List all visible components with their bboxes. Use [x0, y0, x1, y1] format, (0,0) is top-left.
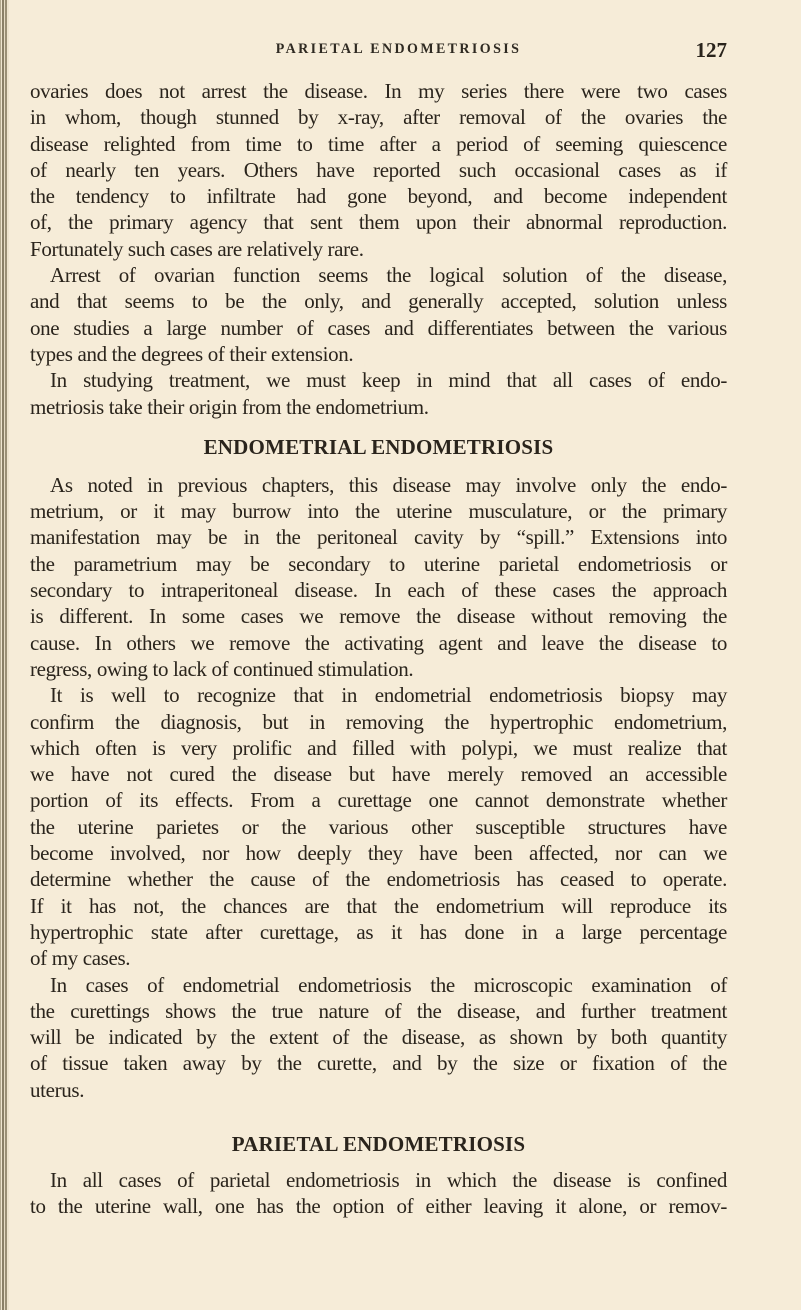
text-line: In cases of endometrial endometriosis the microscopic examination of — [50, 972, 727, 997]
text-line: secondary to intraperitoneal disease. In each of these cases the approach — [30, 578, 727, 603]
page-binding-edge — [0, 0, 9, 1310]
text-line: Arrest of ovarian function seems the logical solution of the disease, — [50, 263, 727, 288]
paragraph — [30, 472, 727, 682]
text-line: metrium, or it may burrow into the uterine musculature, or the primary — [30, 499, 727, 524]
text-line: types and the degrees of their extension. — [30, 341, 354, 366]
text-line: hypertrophic state after curettage, as it has done in a large percentage — [30, 919, 727, 944]
text-line: one studies a large number of cases and differentiates between the various — [30, 315, 727, 340]
text-line: uterus. — [30, 1077, 85, 1102]
section-heading-endometrial: ENDOMETRIAL ENDOMETRIOSIS — [203, 434, 554, 459]
text-line: the tendency to infiltrate had gone beyond, and become independent — [30, 184, 727, 209]
text-line: ovaries does not arrest the disease. In my series there were two cases — [30, 79, 727, 103]
running-head — [30, 38, 727, 68]
text-line: metriosis take their origin from the endometrium. — [30, 394, 429, 419]
text-line: Fortunately such cases are relatively rare. — [30, 236, 364, 261]
text-line: which often is very prolific and filled with polypi, we must realize that — [30, 735, 727, 760]
text-line: regress, owing to lack of continued stimulation. — [30, 656, 414, 681]
paragraph — [30, 972, 727, 1103]
text-line: As noted in previous chapters, this disease may involve only the endo- — [50, 472, 727, 497]
text-line: will be indicated by the extent of the disease, as shown by both quantity — [30, 1025, 727, 1050]
paragraph — [30, 682, 727, 971]
text-line: we have not cured the disease but have merely removed an accessible — [30, 762, 727, 787]
paragraph — [30, 262, 727, 367]
page-number: 127 — [695, 38, 727, 62]
running-head-title: PARIETAL ENDOMETRIOSIS — [275, 41, 522, 58]
text-line: of tissue taken away by the curette, and by the size or fixation of the — [30, 1051, 727, 1076]
text-line: become involved, nor how deeply they have been affected, nor can we — [30, 841, 727, 866]
text-line: portion of its effects. From a curettage one cannot demonstrate whether — [30, 788, 727, 813]
paragraph — [30, 367, 727, 420]
text-line: confirm the diagnosis, but in removing the hypertrophic endometrium, — [30, 709, 727, 734]
paragraph — [30, 78, 727, 262]
text-line: If it has not, the chances are that the endometrium will reproduce its — [30, 893, 727, 918]
text-line: in whom, though stunned by x-ray, after removal of the ovaries the — [30, 105, 727, 130]
text-line: the uterine parietes or the various other susceptible structures have — [30, 814, 727, 839]
text-line: disease relighted from time to time after a period of seeming quiescence — [30, 131, 727, 156]
text-line: determine whether the cause of the endometriosis has ceased to operate. — [30, 867, 727, 892]
paragraph — [30, 1167, 727, 1220]
body-text — [30, 78, 727, 1220]
text-line: It is well to recognize that in endometrial endometriosis biopsy may — [50, 683, 727, 708]
text-line: the curettings shows the true nature of the disease, and further treatment — [30, 998, 727, 1023]
text-line: cause. In others we remove the activating agent and leave the disease to — [30, 630, 727, 655]
text-line: and that seems to be the only, and generally accepted, solution unless — [30, 289, 727, 314]
text-line: the parametrium may be secondary to uterine parietal endometriosis or — [30, 551, 727, 576]
text-line: In all cases of parietal endometriosis in which the disease is confined — [50, 1167, 727, 1192]
text-line: of nearly ten years. Others have reported such occasional cases as if — [30, 157, 727, 182]
text-line: manifestation may be in the peritoneal cavity by “spill.” Extensions into — [30, 525, 727, 550]
text-line: In studying treatment, we must keep in mind that all cases of endo- — [50, 368, 727, 393]
text-line: of my cases. — [30, 946, 131, 971]
text-line: of, the primary agency that sent them upon their abnormal reproduction. — [30, 210, 727, 235]
section-heading-parietal: PARIETAL ENDOMETRIOSIS — [231, 1131, 526, 1156]
text-line: to the uterine wall, one has the option of either leaving it alone, or remov- — [30, 1194, 727, 1219]
text-line: is different. In some cases we remove the disease without removing the — [30, 604, 727, 629]
